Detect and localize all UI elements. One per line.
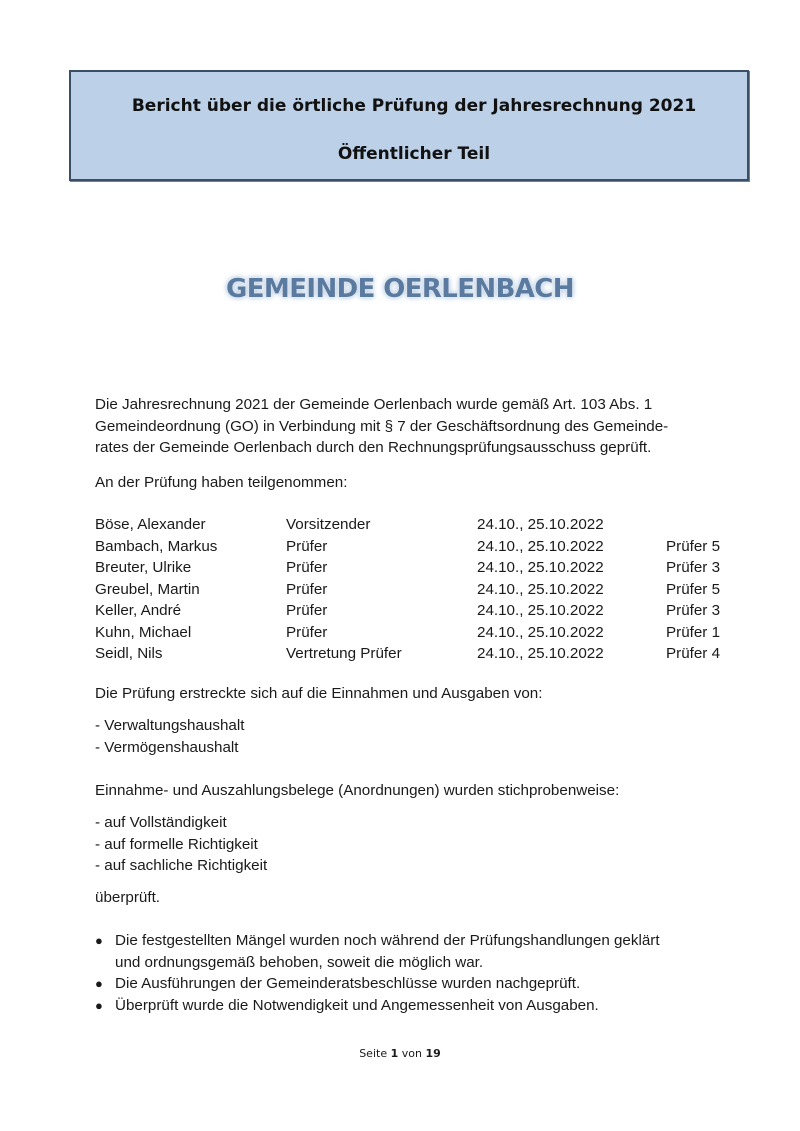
- participant-group: Prüfer 5: [666, 537, 721, 555]
- participant-row: [95, 600, 735, 622]
- participant-name: Seidl, Nils: [95, 645, 163, 662]
- participant-row: [95, 514, 735, 536]
- participants-heading: An der Prüfung haben teilgenommen:: [95, 474, 348, 491]
- finding-text: Überprüft wurde die Notwendigkeit und Angemessenheit von Ausgaben.: [115, 996, 599, 1014]
- participant-name: Greubel, Martin: [95, 580, 200, 598]
- intro-paragraph: [95, 394, 712, 459]
- intro-line: Gemeindeordnung (GO) in Verbindung mit § 7 der Geschäftsordnung des Gemeinde-: [95, 417, 669, 435]
- page-prefix: Seite: [359, 1047, 388, 1060]
- participant-row: [95, 622, 735, 644]
- participant-row: [95, 557, 735, 579]
- participant-name: Böse, Alexander: [95, 516, 206, 533]
- participant-role: Prüfer: [286, 602, 328, 619]
- finding-text: und ordnungsgemäß behoben, soweit die möglich war.: [115, 953, 484, 971]
- findings-list: [95, 930, 735, 1016]
- page-separator: von: [401, 1047, 422, 1060]
- finding-text: Die Ausführungen der Gemeinderatsbeschlüsse wurden nachgeprüft.: [115, 975, 581, 992]
- participant-dates: 24.10., 25.10.2022: [477, 645, 604, 662]
- participant-dates: 24.10., 25.10.2022: [477, 559, 604, 576]
- participant-role: Prüfer: [286, 559, 328, 576]
- page-footer: [0, 1047, 800, 1060]
- report-subtitle: Öffentlicher Teil: [337, 144, 491, 164]
- participant-row: [95, 536, 735, 558]
- receipts-check-item: - auf Vollständigkeit: [95, 814, 227, 831]
- intro-line: rates der Gemeinde Oerlenbach durch den Rechnungsprüfungsausschuss geprüft.: [95, 439, 652, 456]
- finding-item: [95, 930, 735, 973]
- page-total: 19: [425, 1047, 441, 1060]
- participant-group: Prüfer 3: [666, 602, 721, 619]
- scope-list: [95, 715, 244, 758]
- participant-group: Prüfer 3: [666, 559, 721, 576]
- bullet-icon: ●: [95, 997, 103, 1013]
- participant-name: Bambach, Markus: [95, 537, 218, 555]
- checked-label: überprüft.: [95, 889, 161, 906]
- receipts-heading: Einnahme- und Auszahlungsbelege (Anordnungen) wurden stichprobenweise:: [95, 782, 620, 799]
- participant-name: Kuhn, Michael: [95, 623, 192, 641]
- participant-dates: 24.10., 25.10.2022: [477, 623, 604, 641]
- finding-text: Die festgestellten Mängel wurden noch während der Prüfungshandlungen geklärt: [115, 932, 660, 949]
- participant-role: Prüfer: [286, 623, 328, 641]
- receipts-check-list: [95, 812, 267, 877]
- participant-role: Vertretung Prüfer: [286, 645, 402, 662]
- participant-dates: 24.10., 25.10.2022: [477, 602, 604, 619]
- finding-item: [95, 995, 735, 1017]
- scope-item: - Verwaltungshaushalt: [95, 717, 245, 734]
- bullet-icon: ●: [95, 976, 103, 991]
- participant-name: Keller, André: [95, 602, 182, 619]
- report-title: Bericht über die örtliche Prüfung der Jahresrechnung 2021: [131, 96, 697, 116]
- participant-group: Prüfer 4: [666, 645, 721, 662]
- participant-group: Prüfer 1: [666, 623, 721, 641]
- participant-dates: 24.10., 25.10.2022: [477, 580, 604, 598]
- participant-role: Prüfer: [286, 537, 328, 555]
- participants-table: [95, 514, 735, 665]
- receipts-check-item: - auf formelle Richtigkeit: [95, 835, 258, 853]
- participant-row: [95, 643, 735, 665]
- participant-role: Vorsitzender: [286, 516, 371, 533]
- bullet-icon: ●: [95, 933, 103, 948]
- finding-item: [95, 973, 735, 995]
- participant-row: [95, 579, 735, 601]
- participant-role: Prüfer: [286, 580, 328, 598]
- report-header-box: [69, 70, 749, 181]
- scope-item: - Vermögenshaushalt: [95, 738, 239, 756]
- participant-dates: 24.10., 25.10.2022: [477, 537, 604, 555]
- participant-group: Prüfer 5: [666, 580, 721, 598]
- intro-line: Die Jahresrechnung 2021 der Gemeinde Oerlenbach wurde gemäß Art. 103 Abs. 1: [95, 396, 653, 413]
- participant-dates: 24.10., 25.10.2022: [477, 516, 604, 533]
- page-current: 1: [390, 1047, 399, 1060]
- participant-name: Breuter, Ulrike: [95, 559, 192, 576]
- scope-heading: Die Prüfung erstreckte sich auf die Einnahmen und Ausgaben von:: [95, 685, 543, 702]
- municipality-heading: GEMEINDE OERLENBACH: [226, 274, 574, 304]
- receipts-check-item: - auf sachliche Richtigkeit: [95, 857, 268, 874]
